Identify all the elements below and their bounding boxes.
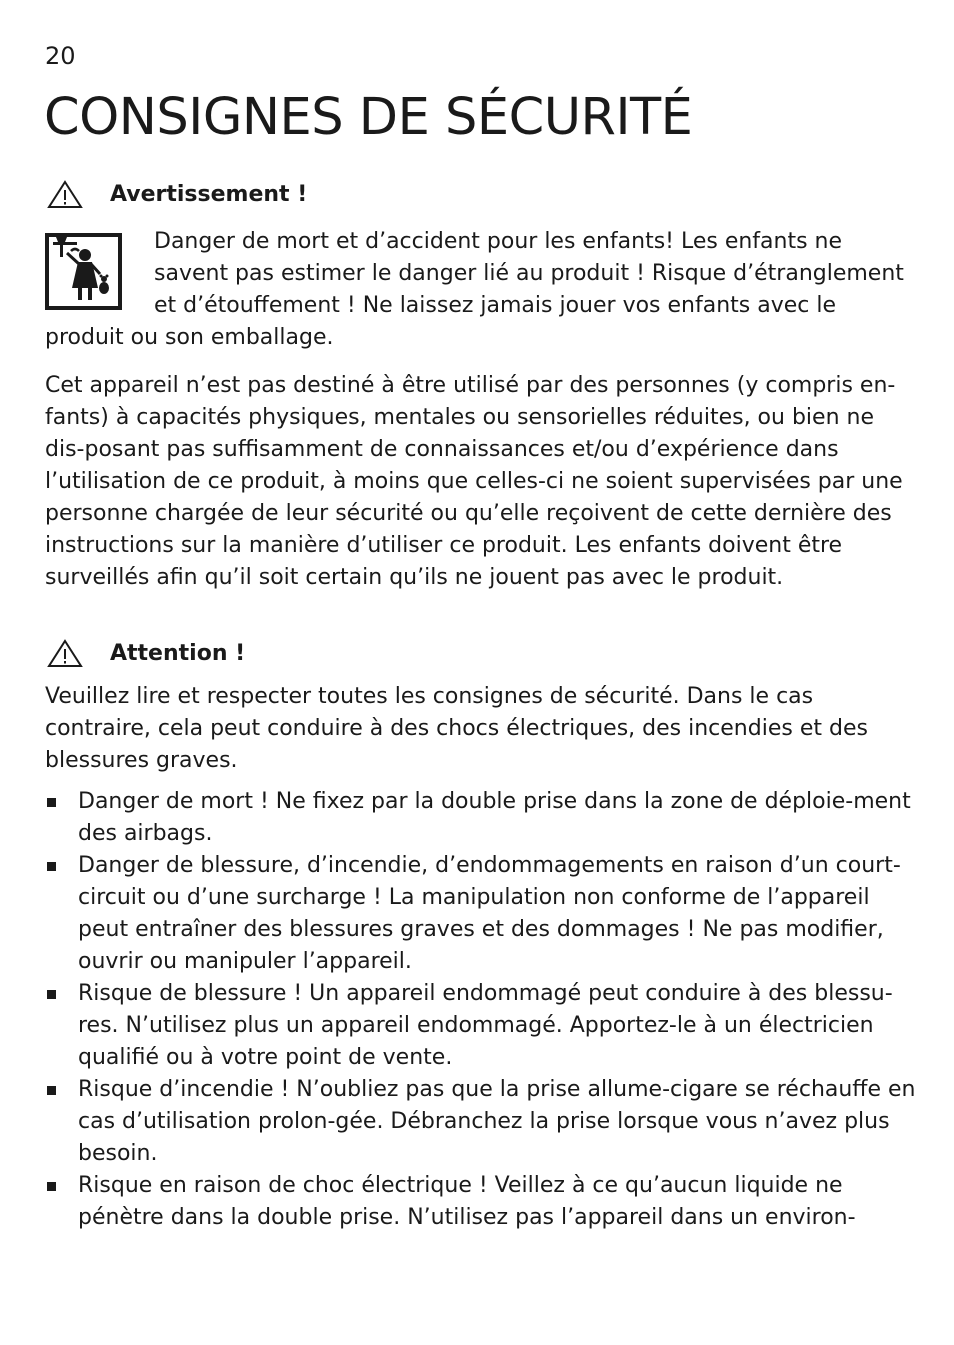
list-item: Danger de mort ! Ne fixez par la double prise dans la zone de déploie-ment des airbags.	[45, 786, 920, 850]
bullet-square-icon	[47, 1182, 56, 1191]
page-number: 20	[45, 42, 76, 70]
bullet-square-icon	[47, 990, 56, 999]
attention-heading-label: Attention !	[110, 640, 246, 666]
warning-intro-text: Danger de mort et d’accident pour les enfants! Les enfants ne savent pas estimer le danger lié au produit ! Risque d’étranglement et d’étouffement ! Ne laissez jamais jouer vos enfants avec le produit ou son emballage.	[45, 229, 904, 350]
attention-intro-text: Veuillez lire et respecter toutes les consignes de sécurité. Dans le cas contraire, cela peut conduire à des chocs électriques, des incendies et des blessures graves.	[45, 684, 868, 773]
list-item: Risque de blessure ! Un appareil endommagé peut conduire à des blessu-res. N’utilisez plus un appareil endommagé. Apportez-le à un électricien qualifié ou à votre point de vente.	[45, 978, 920, 1074]
warning-heading	[45, 178, 307, 210]
warning-heading-label: Avertissement !	[110, 181, 308, 207]
warning-triangle-icon	[45, 178, 85, 210]
safety-list	[45, 786, 920, 1234]
list-item: Danger de blessure, d’incendie, d’endommagements en raison d’un court-circuit ou d’une surcharge ! La manipulation non conforme de l’appareil peut entraîner des blessures graves et des dommages ! Ne pas modifier, ouvrir ou manipuler l’appareil.	[45, 850, 920, 978]
list-item: Risque d’incendie ! N’oubliez pas que la prise allume-cigare se réchauffe en cas d’utilisation prolon-gée. Débranchez la prise lorsque vous n’avez plus besoin.	[45, 1074, 920, 1170]
warning-triangle-icon	[45, 637, 85, 669]
warning-paragraph: Cet appareil n’est pas destiné à être utilisé par des personnes (y compris en-fants) à capacités physiques, mentales ou sensorielles réduites, ou bien ne dis-posant pas suffisamment de connaissances et/ou d’expérience dans l’utilisation de ce produit, à moins que celles-ci ne soient supervisées par une personne chargée de leur sécurité ou qu’elle reçoivent de cette dernière des instructions sur la manière d’utiliser ce produit. Les enfants doivent être surveillés afin qu’il soit certain qu’ils ne jouent pas avec le produit.	[45, 373, 903, 590]
list-item: Risque en raison de choc électrique ! Veillez à ce qu’aucun liquide ne pénètre dans la double prise. N’utilisez pas l’appareil dans un environ-	[45, 1170, 920, 1234]
bullet-square-icon	[47, 862, 56, 871]
attention-heading	[45, 637, 245, 669]
page-title: CONSIGNES DE SÉCURITÉ	[44, 88, 693, 147]
bullet-square-icon	[47, 1086, 56, 1095]
bullet-square-icon	[47, 798, 56, 807]
